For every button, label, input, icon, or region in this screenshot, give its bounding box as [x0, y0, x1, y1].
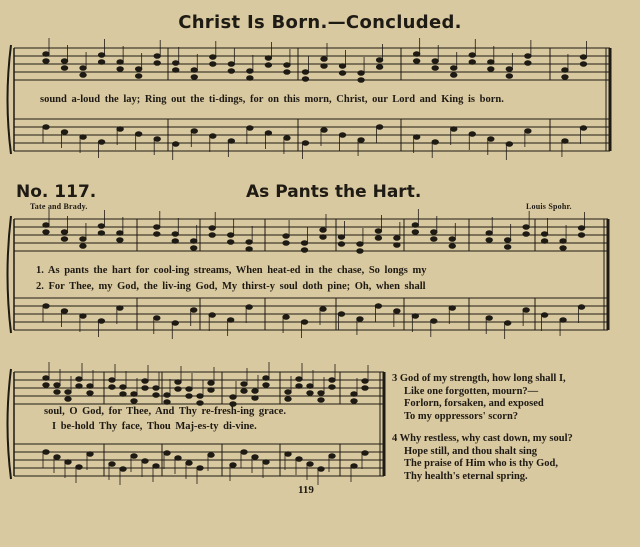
note-head	[357, 242, 363, 247]
note-head	[230, 395, 236, 400]
hymn-number: No. 117.	[16, 182, 97, 202]
note-head	[578, 233, 584, 238]
note-head	[357, 317, 363, 322]
note-head	[265, 63, 271, 68]
note-head	[228, 62, 234, 67]
note-head	[80, 66, 86, 71]
note-head	[98, 140, 104, 145]
note-head	[80, 237, 86, 242]
note-head	[43, 450, 49, 455]
note-head	[394, 309, 400, 314]
note-head	[412, 230, 418, 235]
note-head	[283, 241, 289, 246]
note-head	[486, 238, 492, 243]
note-head	[241, 450, 247, 455]
note-head	[153, 393, 159, 398]
note-head	[329, 454, 335, 459]
system2-verse1-lyrics: soul, O God, for Thee, And Thy re-fresh-ing grace.	[44, 406, 286, 417]
note-head	[172, 239, 178, 244]
stanza-line: 4 Why restless, why cast down, my soul?	[392, 433, 573, 444]
note-head	[241, 382, 247, 387]
note-head	[186, 461, 192, 466]
note-head	[109, 462, 115, 467]
note-head	[329, 378, 335, 383]
note-head	[117, 306, 123, 311]
note-head	[164, 451, 170, 456]
note-head	[252, 396, 258, 401]
note-head	[87, 452, 93, 457]
note-head	[541, 313, 547, 318]
note-head	[191, 239, 197, 244]
stanza-4	[392, 433, 573, 483]
note-head	[432, 59, 438, 64]
note-head	[98, 224, 104, 229]
note-head	[135, 132, 141, 137]
note-head	[241, 389, 247, 394]
note-head	[54, 455, 60, 460]
note-head	[61, 309, 67, 314]
note-head	[486, 231, 492, 236]
note-head	[488, 60, 494, 65]
note-head	[120, 385, 126, 390]
stanza-line: 3 God of my strength, how long shall I,	[392, 373, 566, 384]
note-head	[580, 55, 586, 60]
note-head	[301, 320, 307, 325]
note-head	[307, 462, 313, 467]
note-head	[61, 230, 67, 235]
note-head	[153, 464, 159, 469]
hymn-title: As Pants the Hart.	[246, 182, 422, 202]
note-head	[525, 54, 531, 59]
note-head	[197, 466, 203, 471]
note-head	[432, 140, 438, 145]
stanza-line: The praise of Him who is thy God,	[404, 458, 559, 470]
note-head	[525, 61, 531, 66]
note-head	[263, 460, 269, 465]
note-head	[186, 387, 192, 392]
note-head	[120, 392, 126, 397]
note-head	[80, 73, 86, 78]
stanza-3	[392, 373, 566, 423]
note-head	[208, 388, 214, 393]
note-head	[154, 316, 160, 321]
note-head	[523, 232, 529, 237]
note-head	[296, 457, 302, 462]
note-head	[338, 312, 344, 317]
note-head	[173, 142, 179, 147]
stanza-line: Forlorn, forsaken, and exposed	[404, 398, 544, 410]
note-head	[375, 229, 381, 234]
note-head	[504, 321, 510, 326]
note-head	[209, 226, 215, 231]
note-head	[43, 125, 49, 130]
note-head	[164, 393, 170, 398]
stanza-line: To my oppressors' scorn?	[404, 410, 519, 422]
note-head	[131, 454, 137, 459]
note-head	[252, 389, 258, 394]
note-head	[506, 142, 512, 147]
note-head	[523, 308, 529, 313]
note-head	[120, 467, 126, 472]
note-head	[321, 128, 327, 133]
note-head	[562, 75, 568, 80]
note-head	[449, 237, 455, 242]
note-head	[54, 390, 60, 395]
note-head	[246, 240, 252, 245]
note-head	[301, 241, 307, 246]
note-head	[43, 223, 49, 228]
note-head	[560, 318, 566, 323]
note-head	[284, 136, 290, 141]
note-head	[175, 380, 181, 385]
note-head	[186, 394, 192, 399]
note-head	[578, 305, 584, 310]
note-head	[131, 399, 137, 404]
note-head	[109, 378, 115, 383]
note-head	[329, 385, 335, 390]
note-head	[61, 237, 67, 242]
note-head	[301, 248, 307, 253]
note-head	[76, 384, 82, 389]
note-head	[43, 230, 49, 235]
note-head	[87, 391, 93, 396]
note-head	[61, 66, 67, 71]
system2-verse2-lyrics: I be-hold Thy face, Thou Maj-es-ty di-vine.	[52, 421, 257, 432]
note-head	[362, 386, 368, 391]
note-head	[541, 239, 547, 244]
note-head	[562, 139, 568, 144]
note-head	[154, 232, 160, 237]
note-head	[247, 69, 253, 74]
note-head	[65, 460, 71, 465]
note-head	[413, 59, 419, 64]
note-head	[175, 387, 181, 392]
stanza-line: Thy health's eternal spring.	[404, 470, 528, 482]
note-head	[307, 391, 313, 396]
note-head	[191, 75, 197, 80]
note-head	[228, 139, 234, 144]
note-head	[43, 376, 49, 381]
note-head	[246, 247, 252, 252]
note-head	[61, 130, 67, 135]
note-head	[504, 245, 510, 250]
note-head	[362, 379, 368, 384]
note-head	[394, 243, 400, 248]
note-head	[227, 240, 233, 245]
note-head	[142, 386, 148, 391]
note-head	[320, 235, 326, 240]
note-head	[54, 383, 60, 388]
note-head	[284, 70, 290, 75]
note-head	[117, 231, 123, 236]
note-head	[173, 68, 179, 73]
note-head	[87, 384, 93, 389]
note-head	[117, 60, 123, 65]
note-head	[560, 239, 566, 244]
note-head	[321, 57, 327, 62]
note-head	[209, 233, 215, 238]
note-head	[263, 383, 269, 388]
note-head	[246, 305, 252, 310]
note-head	[580, 62, 586, 67]
note-head	[153, 386, 159, 391]
system1-verse1-lyrics: 1. As pants the hart for cool-ing streams, When heat-ed in the chase, So longs my	[36, 265, 427, 276]
note-head	[283, 315, 289, 320]
note-head	[131, 392, 137, 397]
note-head	[43, 383, 49, 388]
note-head	[230, 463, 236, 468]
note-head	[580, 126, 586, 131]
note-head	[61, 59, 67, 64]
note-head	[376, 125, 382, 130]
note-head	[451, 127, 457, 132]
note-head	[357, 249, 363, 254]
note-head	[339, 71, 345, 76]
note-head	[80, 314, 86, 319]
note-head	[358, 71, 364, 76]
section1-lyrics: sound a-loud the lay; Ring out the ti-dings, for on this morn, Christ, our Lord and King is born.	[40, 94, 504, 105]
note-head	[98, 231, 104, 236]
note-head	[135, 67, 141, 72]
note-head	[506, 67, 512, 72]
note-head	[488, 137, 494, 142]
note-head	[43, 304, 49, 309]
note-head	[358, 78, 364, 83]
note-head	[76, 465, 82, 470]
note-head	[562, 68, 568, 73]
note-head	[339, 64, 345, 69]
note-head	[227, 233, 233, 238]
note-head	[376, 58, 382, 63]
note-head	[302, 70, 308, 75]
system1-verse2-lyrics: 2. For Thee, my God, the liv-ing God, My thirst-y soul doth pine; Oh, when shall	[36, 281, 426, 292]
note-head	[65, 390, 71, 395]
note-head	[164, 400, 170, 405]
note-head	[65, 397, 71, 402]
note-head	[375, 304, 381, 309]
note-head	[191, 246, 197, 251]
note-head	[318, 391, 324, 396]
note-head	[247, 76, 253, 81]
note-head	[117, 238, 123, 243]
note-head	[109, 385, 115, 390]
note-head	[338, 242, 344, 247]
note-head	[541, 232, 547, 237]
note-head	[431, 319, 437, 324]
brace	[8, 369, 12, 479]
note-head	[362, 451, 368, 456]
note-head	[412, 314, 418, 319]
note-head	[469, 60, 475, 65]
note-head	[351, 399, 357, 404]
note-head	[173, 61, 179, 66]
note-head	[451, 66, 457, 71]
note-head	[285, 397, 291, 402]
note-head	[358, 138, 364, 143]
note-head	[375, 236, 381, 241]
note-head	[80, 244, 86, 249]
note-head	[469, 132, 475, 137]
note-head	[210, 55, 216, 60]
note-head	[227, 318, 233, 323]
stanza-line: Hope still, and thou shalt sing	[404, 445, 538, 457]
note-head	[252, 455, 258, 460]
note-head	[431, 237, 437, 242]
note-head	[197, 401, 203, 406]
note-head	[413, 135, 419, 140]
note-head	[191, 68, 197, 73]
note-head	[285, 452, 291, 457]
note-head	[284, 63, 290, 68]
note-head	[208, 453, 214, 458]
note-head	[431, 230, 437, 235]
note-head	[263, 376, 269, 381]
note-head	[339, 133, 345, 138]
note-head	[318, 467, 324, 472]
note-head	[506, 74, 512, 79]
note-head	[338, 235, 344, 240]
note-head	[296, 384, 302, 389]
note-head	[488, 67, 494, 72]
note-head	[302, 141, 308, 146]
page-title: Christ Is Born.—Concluded.	[178, 12, 462, 33]
note-head	[469, 53, 475, 58]
note-head	[191, 308, 197, 313]
note-head	[320, 307, 326, 312]
note-head	[302, 77, 308, 82]
note-head	[98, 319, 104, 324]
page-number: 119	[298, 484, 314, 496]
note-head	[76, 377, 82, 382]
note-head	[394, 236, 400, 241]
note-head	[228, 69, 234, 74]
note-head	[486, 316, 492, 321]
note-head	[285, 390, 291, 395]
note-head	[154, 61, 160, 66]
note-head	[376, 65, 382, 70]
note-head	[451, 73, 457, 78]
note-head	[432, 66, 438, 71]
note-head	[283, 234, 289, 239]
note-head	[449, 306, 455, 311]
note-head	[80, 135, 86, 140]
note-head	[208, 381, 214, 386]
note-head	[117, 67, 123, 72]
note-head	[265, 56, 271, 61]
note-head	[320, 228, 326, 233]
note-head	[142, 379, 148, 384]
note-head	[142, 459, 148, 464]
note-head	[209, 313, 215, 318]
note-head	[210, 134, 216, 139]
note-head	[175, 456, 181, 461]
note-head	[154, 225, 160, 230]
note-head	[449, 244, 455, 249]
note-head	[172, 321, 178, 326]
note-head	[307, 384, 313, 389]
note-head	[525, 129, 531, 134]
note-head	[265, 131, 271, 136]
note-head	[210, 62, 216, 67]
note-head	[98, 53, 104, 58]
note-head	[191, 129, 197, 134]
music-credit: Louis Spohr.	[526, 202, 572, 211]
note-head	[98, 60, 104, 65]
note-head	[43, 52, 49, 57]
words-credit: Tate and Brady.	[30, 202, 88, 211]
note-head	[321, 64, 327, 69]
note-head	[135, 74, 141, 79]
stanza-line: Like one forgotten, mourn?—	[404, 385, 539, 397]
note-head	[560, 246, 566, 251]
note-head	[504, 238, 510, 243]
note-head	[154, 137, 160, 142]
note-head	[247, 126, 253, 131]
note-head	[523, 225, 529, 230]
note-head	[413, 52, 419, 57]
note-head	[43, 59, 49, 64]
note-head	[296, 377, 302, 382]
note-head	[197, 394, 203, 399]
note-head	[172, 232, 178, 237]
note-head	[578, 226, 584, 231]
note-head	[351, 464, 357, 469]
note-head	[318, 398, 324, 403]
note-head	[351, 392, 357, 397]
brace	[8, 216, 12, 333]
note-head	[154, 54, 160, 59]
brace	[8, 45, 12, 154]
note-head	[412, 223, 418, 228]
note-head	[117, 127, 123, 132]
